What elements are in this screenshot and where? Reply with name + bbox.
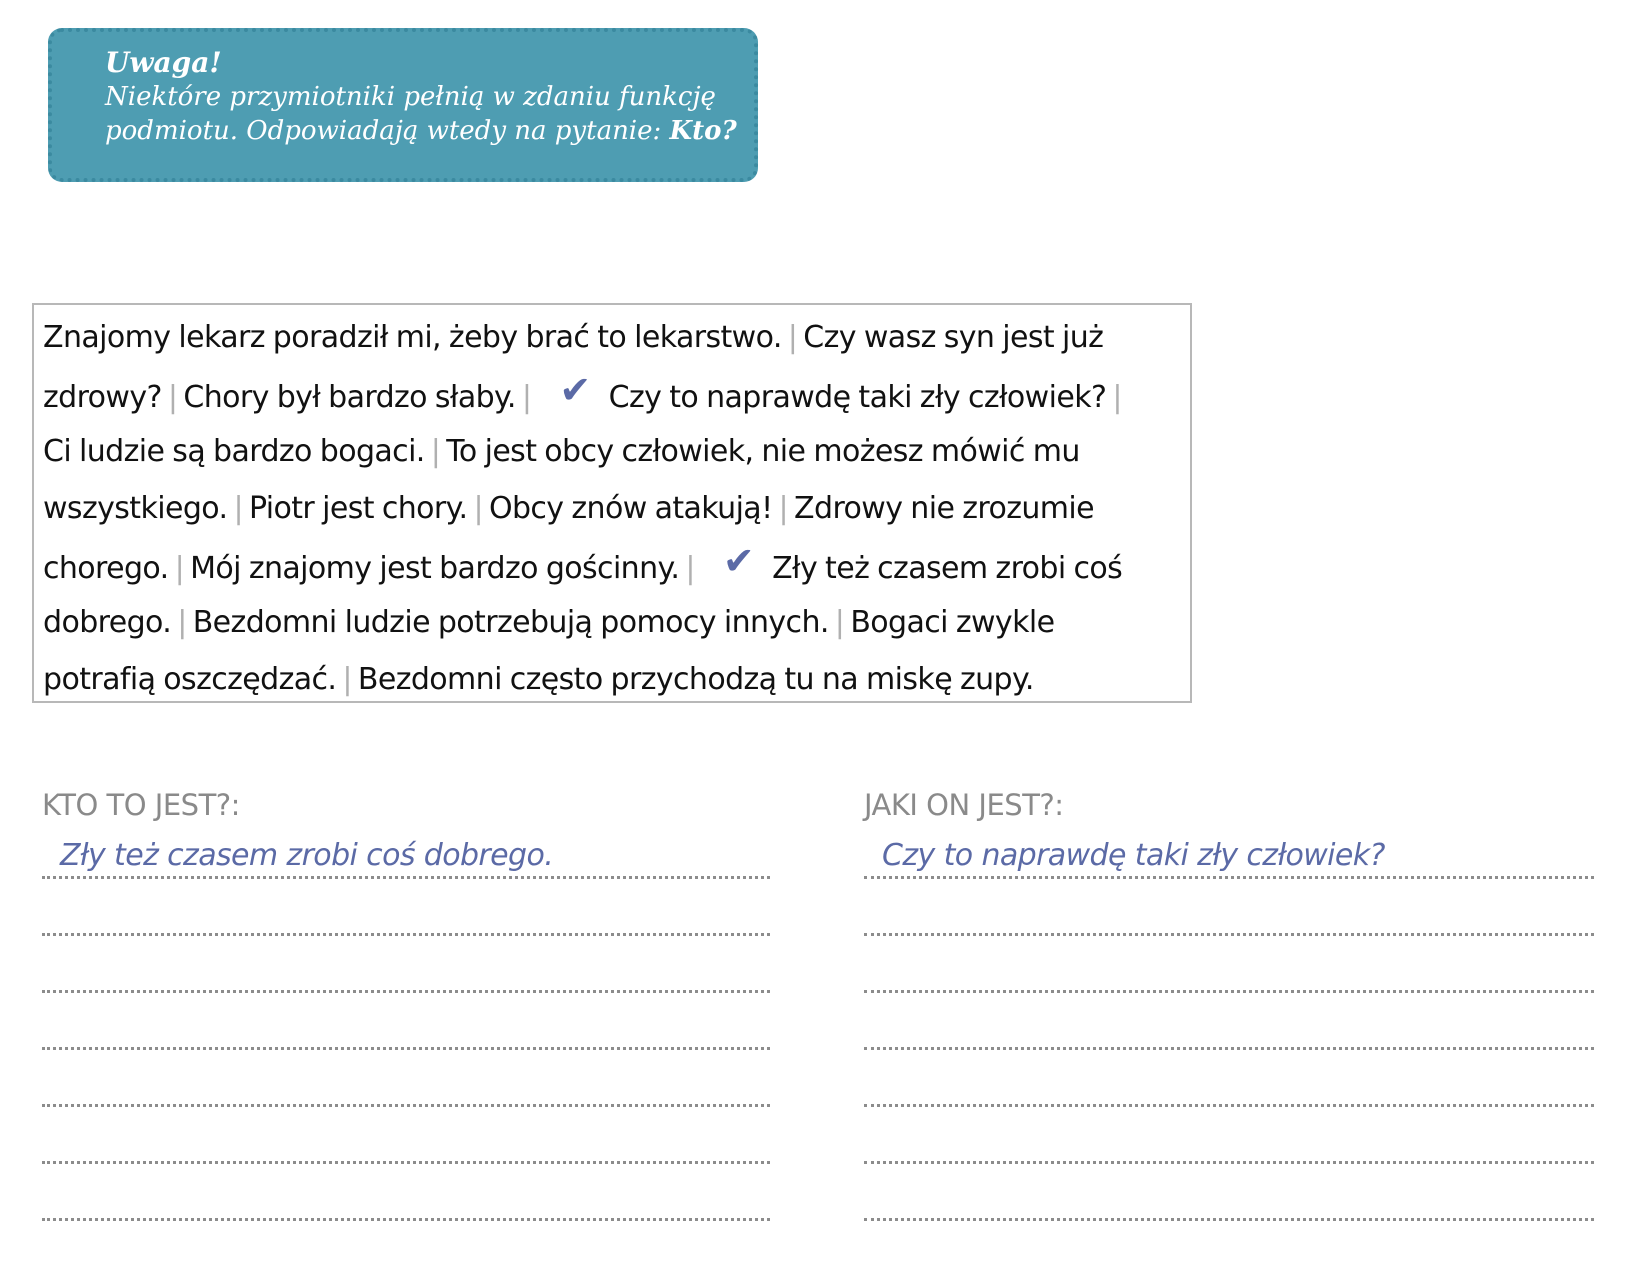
separator: | [342, 662, 352, 697]
sentence-line [43, 309, 1190, 366]
sentence-line [43, 366, 1190, 423]
sentence-selected[interactable]: Zły też czasem zrobi coś [772, 551, 1123, 586]
sentence[interactable]: zdrowy? [43, 380, 162, 415]
answer-line[interactable] [864, 1164, 1594, 1221]
sentence[interactable]: Znajomy lekarz poradził mi, żeby brać to lekarstwo. [43, 320, 782, 355]
answer-line[interactable] [864, 1050, 1594, 1107]
answer-column-what [864, 785, 1594, 1221]
sentence-line [43, 594, 1190, 651]
sentence-line [43, 480, 1190, 537]
checkmark-icon: ✔ [722, 539, 755, 583]
separator: | [430, 434, 441, 469]
sentence-selected[interactable]: Czy to naprawdę taki zły człowiek? [608, 380, 1107, 415]
note-line-2 [105, 114, 754, 148]
note-line-2-text: podmiotu. Odpowiadają wtedy na pytanie: [105, 116, 670, 146]
separator: | [787, 320, 798, 355]
sentence[interactable]: Bezdomni ludzie potrzebują pomocy innych. [192, 605, 829, 640]
answer-line[interactable] [42, 936, 770, 993]
answer-line[interactable] [864, 936, 1594, 993]
answer-line[interactable] [864, 831, 1594, 879]
answer-column-who [42, 785, 770, 1221]
answer-line[interactable] [42, 1050, 770, 1107]
sentence[interactable]: chorego. [43, 551, 169, 586]
separator: | [233, 491, 243, 526]
sentence[interactable]: potrafią oszczędzać. [43, 662, 337, 697]
column-label-what: JAKI ON JEST?: [864, 788, 1064, 822]
note-keyword: Kto? [669, 116, 737, 146]
sentence[interactable]: dobrego. [43, 605, 172, 640]
sentence[interactable]: Bogaci zwykle [850, 605, 1055, 640]
sentence[interactable]: Piotr jest chory. [248, 491, 468, 526]
column-label-who: KTO TO JEST?: [42, 788, 240, 822]
checkmark-icon: ✔ [559, 368, 591, 412]
sentence[interactable]: Obcy znów atakują! [488, 491, 773, 526]
answer-line[interactable] [864, 1107, 1594, 1164]
sentence-line [43, 423, 1190, 480]
separator: | [834, 605, 845, 640]
answer-text: Zły też czasem zrobi coś dobrego. [60, 838, 554, 873]
sentence-line [43, 537, 1190, 594]
sentence[interactable]: wszystkiego. [43, 491, 228, 526]
separator: | [174, 551, 185, 586]
sentence[interactable]: To jest obcy człowiek, nie możesz mówić mu [446, 434, 1080, 469]
sentence-box [32, 303, 1192, 703]
sentence[interactable]: Czy wasz syn jest już [803, 320, 1104, 355]
separator: | [1112, 380, 1122, 415]
answer-line[interactable] [42, 831, 770, 879]
sentence[interactable]: Bezdomni często przychodzą tu na miskę zupy. [357, 662, 1034, 697]
answer-line[interactable] [42, 1107, 770, 1164]
sentence[interactable]: Zdrowy nie zrozumie [794, 491, 1094, 526]
note-title: Uwaga! [105, 46, 222, 79]
sentence[interactable]: Ci ludzie są bardzo bogaci. [43, 434, 425, 469]
answer-line[interactable] [42, 879, 770, 936]
separator: | [521, 380, 532, 415]
separator: | [473, 491, 483, 526]
sentence[interactable]: Mój znajomy jest bardzo gościnny. [190, 551, 680, 586]
answer-line[interactable] [42, 993, 770, 1050]
answer-text: Czy to naprawdę taki zły człowiek? [882, 838, 1385, 873]
separator: | [167, 380, 178, 415]
answer-line[interactable] [864, 879, 1594, 936]
sentence[interactable]: Chory był bardzo słaby. [183, 380, 516, 415]
note-line-1: Niektóre przymiotniki pełnią w zdaniu funkcję [105, 82, 716, 112]
note-box [48, 28, 758, 182]
answer-line[interactable] [864, 993, 1594, 1050]
answer-line[interactable] [42, 1164, 770, 1221]
separator: | [177, 605, 187, 640]
sentence-line [43, 651, 1190, 708]
separator: | [778, 491, 789, 526]
separator: | [685, 551, 695, 586]
